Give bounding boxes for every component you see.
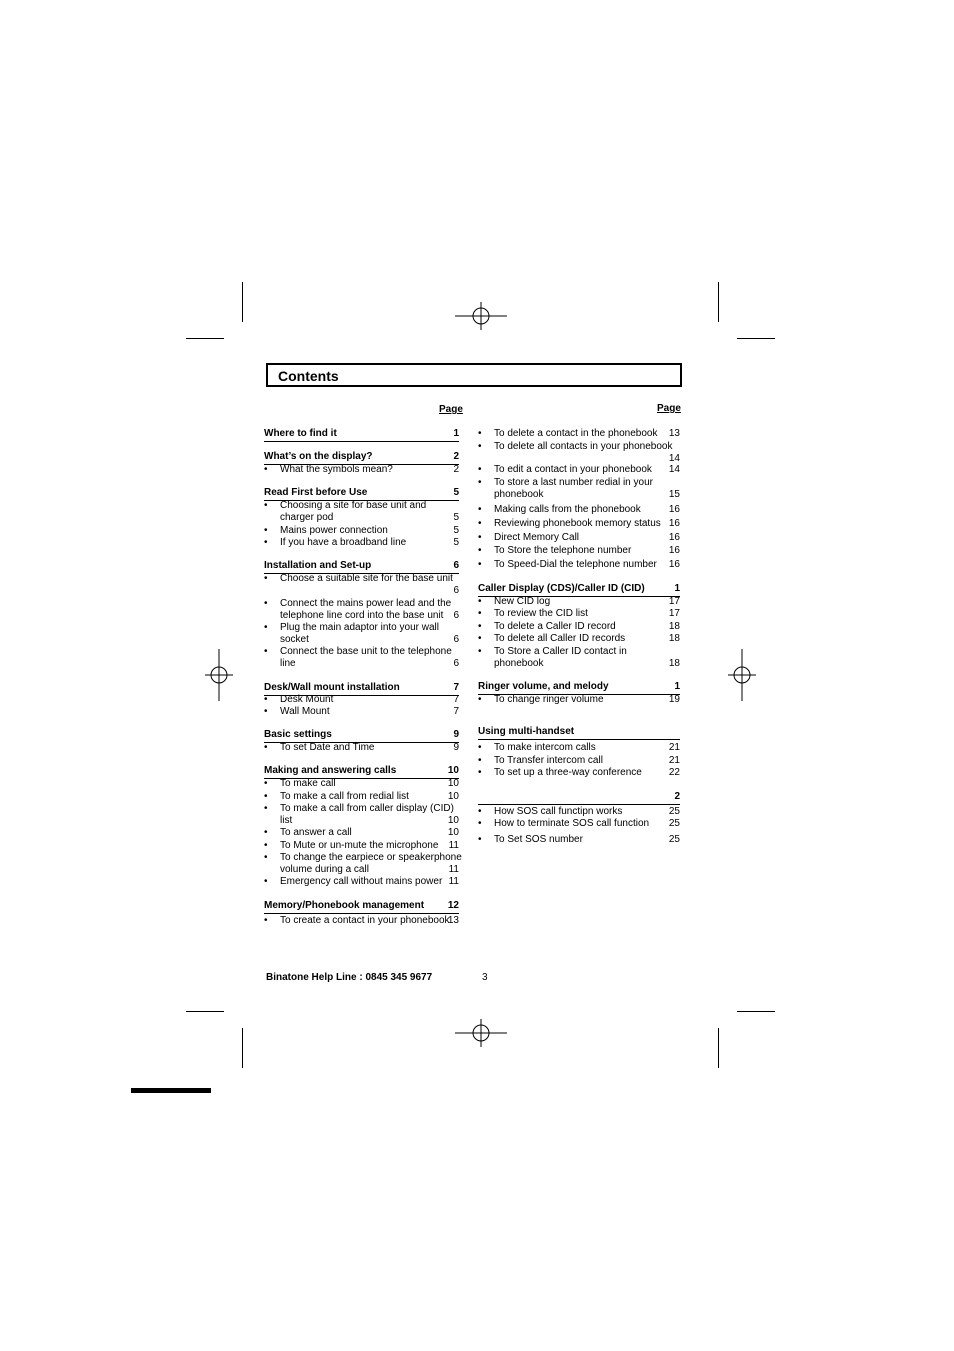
section-page-number: 5 [453, 487, 459, 498]
bullet-icon: • [478, 441, 482, 452]
toc-item-text: line [280, 658, 296, 669]
page-column-header: Page [439, 404, 463, 415]
toc-item [264, 706, 459, 718]
section-page-number: 9 [453, 729, 459, 740]
toc-item [264, 915, 459, 927]
toc-item [478, 767, 680, 779]
toc-item [478, 559, 680, 571]
toc-item [264, 778, 459, 790]
section-title: Memory/Phonebook management [264, 900, 425, 911]
toc-item-text: How to terminate SOS call function [494, 818, 650, 829]
toc-item-text: Mains power connection [280, 525, 388, 536]
bullet-icon: • [264, 915, 268, 926]
toc-item-page-number: 11 [448, 864, 459, 875]
toc-item [264, 525, 459, 537]
bullet-icon: • [478, 428, 482, 439]
bullet-icon: • [264, 778, 268, 789]
contents-title-box [266, 363, 682, 387]
toc-item-text: To set up a three-way conference [494, 767, 642, 778]
page-number: 3 [482, 972, 488, 983]
toc-item [478, 477, 680, 501]
toc-item [264, 852, 462, 876]
toc-item-page-number: 25 [668, 818, 680, 829]
toc-item-text: To Transfer intercom call [494, 755, 603, 766]
section-heading [478, 791, 680, 805]
toc-item-page-number: 10 [447, 778, 459, 789]
toc-item-page-number: 21 [668, 755, 680, 766]
toc-item [478, 818, 680, 830]
toc-item [264, 876, 459, 888]
toc-item-text: list [280, 815, 293, 826]
toc-item-text: Connect the base unit to the telephone [280, 646, 452, 657]
toc-item [478, 755, 680, 767]
bullet-icon: • [264, 464, 268, 475]
toc-item [478, 694, 680, 706]
toc-item [478, 742, 680, 754]
section-title: What’s on the display? [264, 451, 373, 462]
toc-item [478, 545, 680, 557]
toc-item-text: To make call [280, 778, 336, 789]
toc-item-text: To make intercom calls [494, 742, 596, 753]
bullet-icon: • [478, 818, 482, 829]
toc-item-page-number: 18 [668, 621, 680, 632]
section-title: Desk/Wall mount installation [264, 682, 400, 693]
bullet-icon: • [478, 742, 482, 753]
section-page-number: 2 [453, 451, 459, 462]
crop-mark [186, 338, 224, 339]
crop-mark [737, 338, 775, 339]
toc-item-text: To create a contact in your phonebook [280, 915, 450, 926]
section-heading [264, 428, 459, 442]
toc-item [478, 504, 680, 516]
section-page-number: 10 [447, 765, 459, 776]
toc-item-page-number: 16 [668, 559, 680, 570]
bullet-icon: • [478, 608, 482, 619]
toc-item-page-number: 11 [448, 876, 459, 887]
bullet-icon: • [478, 633, 482, 644]
registration-mark-icon [205, 649, 233, 701]
toc-item-text: phonebook [494, 658, 544, 669]
toc-item [478, 441, 680, 465]
toc-item-page-number: 6 [453, 585, 459, 596]
toc-item-text: To make a call from caller display (CID) [280, 803, 454, 814]
section-title: Installation and Set-up [264, 560, 372, 571]
toc-item-text: To review the CID list [494, 608, 588, 619]
toc-item-page-number: 16 [668, 504, 680, 515]
toc-item-text: If you have a broadband line [280, 537, 407, 548]
toc-item-text: Plug the main adaptor into your wall [280, 622, 439, 633]
bullet-icon: • [478, 477, 482, 488]
toc-item-page-number: 14 [668, 464, 680, 475]
bullet-icon: • [478, 767, 482, 778]
toc-item [478, 646, 680, 670]
section-title: Using multi-handset [478, 726, 575, 737]
section-heading [264, 729, 459, 743]
toc-item-page-number: 7 [453, 706, 459, 717]
toc-item [264, 464, 459, 476]
toc-item [264, 791, 459, 803]
toc-item-page-number: 10 [447, 827, 459, 838]
bullet-icon: • [478, 621, 482, 632]
bullet-icon: • [478, 545, 482, 556]
toc-item [264, 598, 459, 622]
bullet-icon: • [478, 806, 482, 817]
toc-item-text: Direct Memory Call [494, 532, 580, 543]
toc-item-page-number: 19 [668, 694, 680, 705]
toc-item [264, 622, 459, 646]
bullet-icon: • [264, 537, 268, 548]
bullet-icon: • [264, 646, 268, 657]
toc-item-text: Making calls from the phonebook [494, 504, 641, 515]
bullet-icon: • [264, 500, 268, 511]
toc-item [478, 532, 680, 544]
section-title: Caller Display (CDS)/Caller ID (CID) [478, 583, 645, 594]
toc-item-page-number: 17 [668, 596, 680, 607]
decorative-bar [131, 1088, 211, 1093]
crop-mark [242, 1028, 243, 1068]
toc-item-page-number: 6 [453, 658, 459, 669]
toc-item-page-number: 7 [453, 694, 459, 705]
toc-item-page-number: 21 [668, 742, 680, 753]
registration-mark-icon [455, 302, 507, 330]
toc-item-text: To edit a contact in your phonebook [494, 464, 652, 475]
bullet-icon: • [264, 827, 268, 838]
toc-item [264, 742, 459, 754]
toc-item-page-number: 25 [668, 806, 680, 817]
bullet-icon: • [478, 755, 482, 766]
toc-item [264, 803, 459, 827]
toc-item [264, 646, 459, 670]
section-page-number: 7 [453, 682, 459, 693]
section-page-number: 6 [453, 560, 459, 571]
toc-item-page-number: 15 [668, 489, 680, 500]
section-page-number: 12 [447, 900, 459, 911]
toc-item [478, 596, 680, 608]
toc-item-text: Emergency call without mains power [280, 876, 443, 887]
toc-item-page-number: 9 [453, 742, 459, 753]
toc-item [478, 608, 680, 620]
bullet-icon: • [478, 504, 482, 515]
section-page-number: 1 [674, 583, 680, 594]
toc-item-page-number: 16 [668, 518, 680, 529]
bullet-icon: • [264, 573, 268, 584]
toc-item [478, 834, 680, 846]
section-heading [264, 560, 459, 574]
toc-item [264, 537, 459, 549]
crop-mark [242, 282, 243, 322]
section-title: Where to find it [264, 428, 337, 439]
toc-item [478, 806, 680, 818]
toc-item-page-number: 18 [668, 658, 680, 669]
toc-item-text: To store a last number redial in your [494, 477, 653, 488]
toc-item [264, 840, 459, 852]
toc-item-text: To Set SOS number [494, 834, 583, 845]
toc-item-text: To make a call from redial list [280, 791, 409, 802]
section-heading [478, 583, 680, 597]
toc-item-page-number: 16 [668, 532, 680, 543]
registration-mark-icon [728, 649, 756, 701]
toc-item-page-number: 22 [668, 767, 680, 778]
section-title: Basic settings [264, 729, 332, 740]
toc-item [478, 428, 680, 440]
bullet-icon: • [264, 840, 268, 851]
toc-item-text: New CID log [494, 596, 551, 607]
bullet-icon: • [478, 532, 482, 543]
section-page-number: 1 [453, 428, 459, 439]
section-heading [264, 451, 459, 465]
toc-item-page-number: 10 [447, 815, 459, 826]
bullet-icon: • [264, 525, 268, 536]
toc-item-text: Choosing a site for base unit and [280, 500, 427, 511]
toc-item-page-number: 5 [453, 512, 459, 523]
toc-item-text: Wall Mount [280, 706, 330, 717]
bullet-icon: • [264, 622, 268, 633]
section-title: Ringer volume, and melody [478, 681, 609, 692]
toc-item-page-number: 13 [447, 915, 459, 926]
crop-mark [718, 1028, 719, 1068]
toc-item-page-number: 18 [668, 633, 680, 644]
bullet-icon: • [478, 518, 482, 529]
crop-mark [737, 1011, 775, 1012]
toc-item-text: Desk Mount [280, 694, 334, 705]
bullet-icon: • [264, 803, 268, 814]
help-line: Binatone Help Line : 0845 345 9677 [266, 972, 433, 983]
page-column-header: Page [657, 403, 681, 414]
toc-item-text: Reviewing phonebook memory status [494, 518, 661, 529]
toc-item-page-number: 2 [453, 464, 459, 475]
bullet-icon: • [478, 464, 482, 475]
toc-item-text: To change ringer volume [494, 694, 604, 705]
toc-item-page-number: 14 [668, 453, 680, 464]
bullet-icon: • [264, 876, 268, 887]
toc-item-page-number: 6 [453, 634, 459, 645]
toc-item-text: To delete a Caller ID record [494, 621, 616, 632]
crop-mark [718, 282, 719, 322]
section-heading [478, 681, 680, 695]
section-title: Making and answering calls [264, 765, 397, 776]
bullet-icon: • [264, 791, 268, 802]
toc-item-text: To change the earpiece or speakerphone [280, 852, 462, 863]
toc-item-text: How SOS call functipn works [494, 806, 623, 817]
toc-item-page-number: 6 [453, 610, 459, 621]
toc-item-text: To Mute or un-mute the microphone [280, 840, 439, 851]
toc-item-text: telephone line cord into the base unit [280, 610, 444, 621]
toc-item-text: To delete all Caller ID records [494, 633, 626, 644]
toc-item-text: To Speed-Dial the telephone number [494, 559, 657, 570]
bullet-icon: • [264, 852, 268, 863]
toc-item-text: Choose a suitable site for the base unit [280, 573, 453, 584]
toc-item [478, 518, 680, 530]
toc-item-text: Connect the mains power lead and the [280, 598, 452, 609]
bullet-icon: • [264, 706, 268, 717]
section-page-number: 1 [674, 681, 680, 692]
bullet-icon: • [264, 598, 268, 609]
toc-item-text: charger pod [280, 512, 334, 523]
section-heading [264, 765, 459, 779]
toc-item-text: To delete a contact in the phonebook [494, 428, 658, 439]
toc-item-page-number: 10 [447, 791, 459, 802]
section-title: Read First before Use [264, 487, 368, 498]
section-heading [478, 726, 680, 740]
bullet-icon: • [478, 834, 482, 845]
toc-item-text: socket [280, 634, 309, 645]
section-heading [264, 487, 459, 501]
section-page-number: 2 [674, 791, 680, 802]
toc-item-text: To Store a Caller ID contact in [494, 646, 627, 657]
toc-item-text: To set Date and Time [280, 742, 375, 753]
toc-item-text: To answer a call [280, 827, 352, 838]
toc-item-text: To Store the telephone number [494, 545, 632, 556]
bullet-icon: • [264, 742, 268, 753]
toc-item [478, 621, 680, 633]
section-heading [264, 900, 459, 914]
bullet-icon: • [478, 596, 482, 607]
toc-item [264, 573, 459, 597]
toc-item-page-number: 13 [668, 428, 680, 439]
toc-item [264, 694, 459, 706]
bullet-icon: • [264, 694, 268, 705]
toc-item-page-number: 17 [668, 608, 680, 619]
bullet-icon: • [478, 694, 482, 705]
toc-item-page-number: 25 [668, 834, 680, 845]
registration-mark-icon [455, 1019, 507, 1047]
toc-item-text: To delete all contacts in your phonebook [494, 441, 673, 452]
toc-item-text: volume during a call [280, 864, 369, 875]
bullet-icon: • [478, 559, 482, 570]
toc-item-text: What the symbols mean? [280, 464, 393, 475]
toc-item-page-number: 16 [668, 545, 680, 556]
toc-item [478, 464, 680, 476]
toc-item-page-number: 5 [453, 525, 459, 536]
toc-item-page-number: 5 [453, 537, 459, 548]
toc-item [478, 633, 680, 645]
page-title: Contents [278, 368, 339, 384]
bullet-icon: • [478, 646, 482, 657]
toc-item [264, 500, 459, 524]
toc-item-page-number: 11 [448, 840, 459, 851]
crop-mark [186, 1011, 224, 1012]
toc-item-text: phonebook [494, 489, 544, 500]
toc-item [264, 827, 459, 839]
